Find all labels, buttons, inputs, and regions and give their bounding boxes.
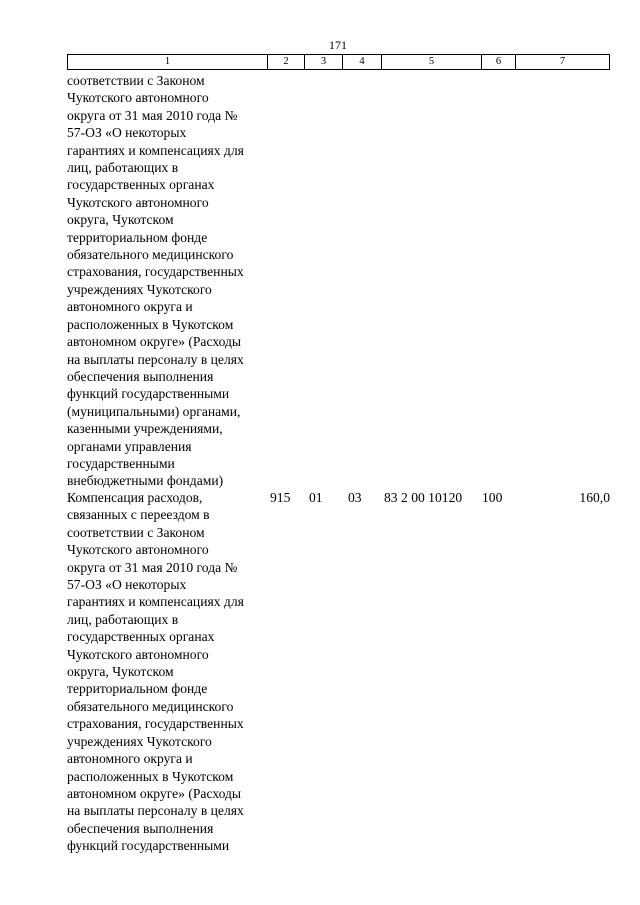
text-line: государственными (67, 455, 175, 471)
text-line: на выплаты персоналу в целях (67, 351, 244, 367)
row-description (67, 489, 244, 855)
cell-subsection: 03 (348, 490, 362, 505)
text-line: территориальном фонде (67, 229, 208, 245)
cell-expense-type: 100 (482, 490, 503, 505)
header-col-6: 6 (482, 55, 516, 70)
text-line: гарантиях и компенсациях для (67, 594, 244, 610)
text-line: государственных органах (67, 177, 215, 193)
text-line: функций государственными (67, 838, 230, 854)
text-line: Чукотского автономного (67, 646, 209, 662)
text-line: Чукотского автономного (67, 542, 209, 558)
header-col-1: 1 (68, 55, 268, 70)
cell-section: 01 (309, 490, 323, 505)
text-line: лиц, работающих в (67, 611, 179, 627)
header-col-5: 5 (382, 55, 482, 70)
text-line: соответствии с Законом (67, 73, 205, 88)
row-continuation-text (67, 72, 244, 490)
text-line: органами управления (67, 438, 192, 454)
text-line: учреждениях Чукотского (67, 281, 212, 297)
text-line: 57-ОЗ «О некоторых (67, 577, 187, 593)
text-line: страхования, государственных (67, 716, 244, 732)
text-line: внебюджетными фондами) (67, 473, 224, 489)
text-line: лиц, работающих в (67, 160, 179, 176)
text-line: Компенсация расходов, (67, 490, 203, 505)
text-line: округа от 31 мая 2010 года № (67, 559, 238, 575)
text-line: обеспечения выполнения (67, 368, 214, 384)
table-header (67, 54, 610, 70)
header-col-4: 4 (343, 55, 382, 70)
text-line: гарантиях и компенсациях для (67, 142, 244, 158)
text-line: округа, Чукотском (67, 212, 174, 228)
text-line: обеспечения выполнения (67, 820, 214, 836)
text-line: 57-ОЗ «О некоторых (67, 125, 187, 141)
text-line: учреждениях Чукотского (67, 733, 212, 749)
text-line: автономного округа и (67, 299, 193, 315)
text-line: связанных с переездом в (67, 507, 210, 523)
text-line: автономном округе» (Расходы (67, 334, 242, 350)
cell-target-article: 83 2 00 10120 (384, 490, 463, 505)
text-line: обязательного медицинского (67, 698, 234, 714)
cell-amount: 160,0 (579, 490, 610, 505)
text-line: Чукотского автономного (67, 194, 209, 210)
text-line: округа от 31 мая 2010 года № (67, 107, 238, 123)
text-line: обязательного медицинского (67, 247, 234, 263)
text-line: автономном округе» (Расходы (67, 785, 242, 801)
header-col-3: 3 (305, 55, 343, 70)
text-line: функций государственными (67, 386, 230, 402)
text-line: территориальном фонде (67, 681, 208, 697)
text-line: расположенных в Чукотском (67, 768, 234, 784)
text-line: расположенных в Чукотском (67, 316, 234, 332)
text-line: соответствии с Законом (67, 524, 205, 540)
header-col-7: 7 (516, 55, 610, 70)
text-line: на выплаты персоналу в целях (67, 803, 244, 819)
text-line: (муниципальными) органами, (67, 403, 241, 419)
text-line: округа, Чукотском (67, 664, 174, 680)
text-line: государственных органах (67, 629, 215, 645)
cell-ministry-code: 915 (270, 490, 291, 505)
text-line: страхования, государственных (67, 264, 244, 280)
header-col-2: 2 (268, 55, 305, 70)
text-line: казенными учреждениями, (67, 421, 223, 437)
page-number: 171 (329, 38, 347, 52)
text-line: Чукотского автономного (67, 90, 209, 106)
text-line: автономного округа и (67, 751, 193, 767)
